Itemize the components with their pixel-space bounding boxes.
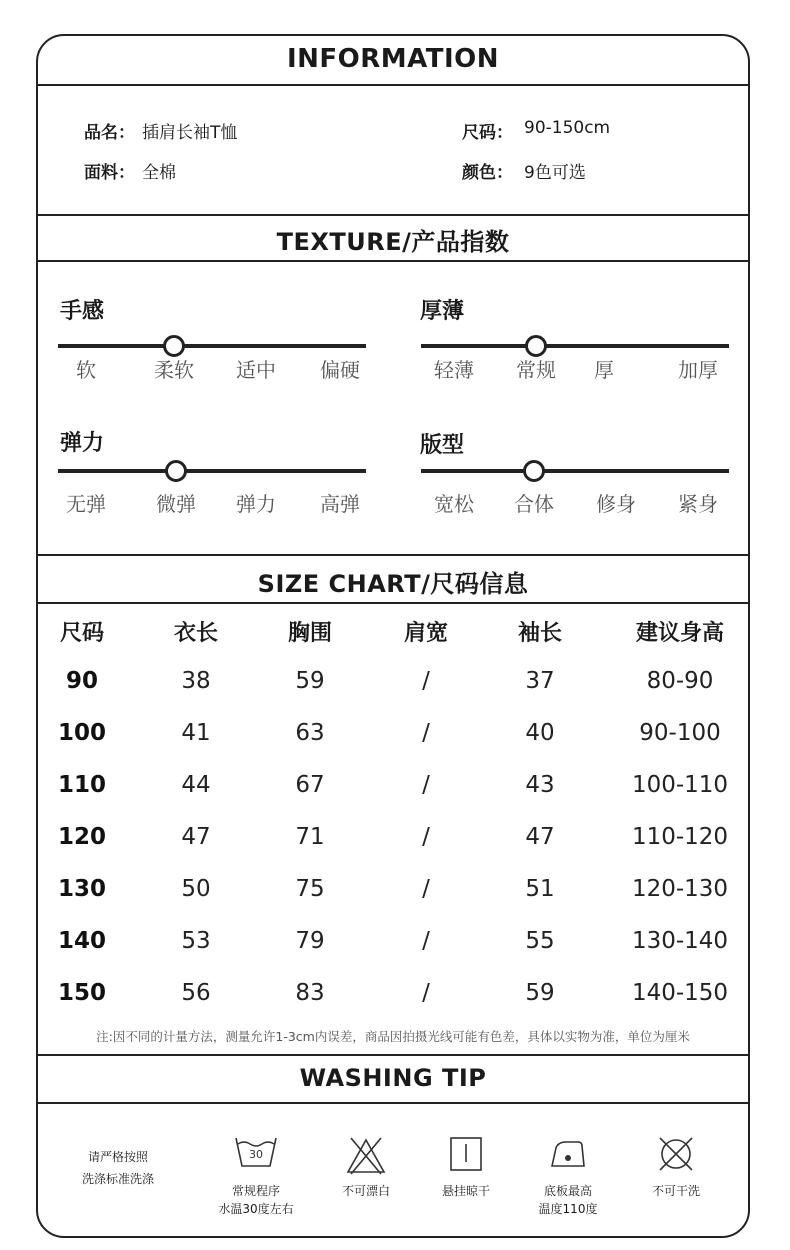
- divider: [38, 1102, 748, 1104]
- texture-tick-label: 宽松: [434, 492, 474, 516]
- color-label: 颜色：: [462, 163, 513, 183]
- texture-tick-label: 偏硬: [320, 358, 360, 382]
- divider: [38, 1054, 748, 1056]
- texture-title-en: TEXTURE: [276, 228, 403, 256]
- table-cell: /: [422, 824, 430, 850]
- size-value: 90-150cm: [524, 118, 611, 138]
- table-cell: 90: [65, 668, 99, 694]
- table-cell: 120-130: [631, 876, 729, 902]
- size-chart-title-en: SIZE CHART: [257, 570, 422, 598]
- texture-tick-label: 修身: [596, 492, 636, 516]
- table-header-cell: 胸围: [287, 621, 333, 646]
- table-cell: /: [422, 876, 430, 902]
- texture-tick-label: 轻薄: [434, 358, 474, 382]
- table-cell: 130-140: [631, 928, 729, 954]
- table-header-cell: 尺码: [59, 621, 105, 646]
- wash-temp-label: 30: [249, 1148, 263, 1161]
- texture-group-name: 版型: [420, 433, 465, 458]
- information-title: INFORMATION: [286, 44, 500, 74]
- divider: [38, 84, 748, 86]
- texture-tick-label: 加厚: [678, 358, 718, 382]
- texture-tick-label: 紧身: [678, 492, 718, 516]
- texture-tick-label: 常规: [516, 358, 556, 382]
- divider: [38, 214, 748, 216]
- no-bleach-icon: [345, 1136, 387, 1180]
- table-cell: 100-110: [631, 772, 729, 798]
- wash-30-caption: [218, 1182, 293, 1218]
- table-cell: 83: [295, 980, 325, 1006]
- table-cell: 55: [525, 928, 555, 954]
- texture-tick-label: 柔软: [154, 358, 194, 382]
- hang-dry-caption: 悬挂晾干: [441, 1184, 491, 1198]
- table-cell: /: [422, 720, 430, 746]
- table-cell: 120: [57, 824, 107, 850]
- texture-slider-track: [421, 469, 729, 473]
- caption-line2: 温度110度: [538, 1202, 598, 1216]
- texture-tick-label: 适中: [236, 358, 276, 382]
- table-cell: /: [422, 772, 430, 798]
- table-cell: 47: [181, 824, 211, 850]
- table-cell: 37: [525, 668, 555, 694]
- table-cell: 41: [181, 720, 211, 746]
- washing-intro-line2: 洗涤标准洗涤: [81, 1172, 155, 1186]
- table-cell: 150: [57, 980, 107, 1006]
- texture-title: [38, 222, 748, 257]
- caption-line1: 底板最高: [543, 1184, 592, 1198]
- hang-dry-icon: [449, 1136, 483, 1176]
- iron-caption: [539, 1182, 598, 1218]
- table-header-cell: 建议身高: [635, 621, 725, 646]
- name-label: 品名：: [84, 123, 135, 143]
- table-cell: 44: [181, 772, 211, 798]
- table-cell: 75: [295, 876, 325, 902]
- table-cell: 56: [181, 980, 211, 1006]
- table-header-cell: 肩宽: [403, 621, 449, 646]
- texture-tick-label: 高弹: [320, 492, 360, 516]
- divider: [38, 260, 748, 262]
- texture-group-name: 厚薄: [420, 299, 465, 324]
- size-chart-title-cn: /尺码信息: [421, 570, 529, 598]
- texture-group-name: 手感: [60, 299, 105, 324]
- table-header-cell: 衣长: [173, 621, 219, 646]
- fabric-label: 面料：: [84, 163, 135, 183]
- fabric-value: 全棉: [142, 163, 176, 183]
- divider: [38, 602, 748, 604]
- texture-tick-label: 合体: [514, 492, 554, 516]
- washing-title: WASHING TIP: [299, 1064, 487, 1092]
- table-cell: /: [422, 980, 430, 1006]
- size-label: 尺码：: [462, 123, 513, 143]
- texture-tick-label: 无弹: [66, 492, 106, 516]
- no-dry-clean-caption: 不可干洗: [651, 1184, 701, 1198]
- caption-line1: 常规程序: [231, 1184, 280, 1198]
- table-cell: 43: [525, 772, 555, 798]
- size-note: 注:因不同的计量方法，测量允许1-3cm内误差，商品因拍摄光线可能有色差，具体以实物为准，单位为厘米: [96, 1029, 690, 1044]
- table-cell: /: [422, 928, 430, 954]
- color-value: 9色可选: [524, 163, 586, 183]
- table-cell: 80-90: [646, 668, 714, 694]
- table-cell: 59: [295, 668, 325, 694]
- iron-icon: [548, 1138, 588, 1174]
- name-value: 插肩长袖T恤: [142, 123, 238, 143]
- table-cell: 67: [295, 772, 325, 798]
- table-cell: 51: [525, 876, 555, 902]
- texture-tick-label: 弹力: [236, 492, 276, 516]
- table-cell: 40: [525, 720, 555, 746]
- table-cell: 140-150: [631, 980, 729, 1006]
- divider: [38, 554, 748, 556]
- no-bleach-caption: 不可漂白: [341, 1184, 391, 1198]
- texture-tick-label: 厚: [594, 358, 614, 382]
- size-chart-title: [38, 564, 748, 599]
- caption-line2: 水温30度左右: [218, 1202, 294, 1216]
- table-cell: 100: [57, 720, 107, 746]
- table-cell: 50: [181, 876, 211, 902]
- table-cell: 59: [525, 980, 555, 1006]
- texture-slider-track: [58, 469, 366, 473]
- table-cell: /: [422, 668, 430, 694]
- table-cell: 79: [295, 928, 325, 954]
- texture-slider-track: [421, 344, 729, 348]
- washing-intro: [82, 1148, 154, 1188]
- table-cell: 38: [181, 668, 211, 694]
- product-info-card: [36, 34, 750, 1238]
- table-cell: 63: [295, 720, 325, 746]
- texture-group-name: 弹力: [60, 431, 105, 456]
- texture-slider-knob: [165, 460, 187, 482]
- table-header-cell: 袖长: [517, 621, 563, 646]
- texture-slider-knob: [523, 460, 545, 482]
- texture-tick-label: 微弹: [156, 492, 196, 516]
- table-cell: 47: [525, 824, 555, 850]
- table-cell: 110: [57, 772, 107, 798]
- table-cell: 90-100: [639, 720, 721, 746]
- table-cell: 53: [181, 928, 211, 954]
- texture-tick-label: 软: [76, 358, 96, 382]
- table-cell: 140: [57, 928, 107, 954]
- table-cell: 71: [295, 824, 325, 850]
- table-cell: 130: [57, 876, 107, 902]
- no-dry-clean-icon: [656, 1134, 696, 1178]
- wash-30-icon: [234, 1134, 278, 1174]
- table-cell: 110-120: [631, 824, 729, 850]
- texture-slider-track: [58, 344, 366, 348]
- washing-intro-line1: 请严格按照: [87, 1150, 149, 1164]
- texture-title-cn: /产品指数: [402, 228, 510, 256]
